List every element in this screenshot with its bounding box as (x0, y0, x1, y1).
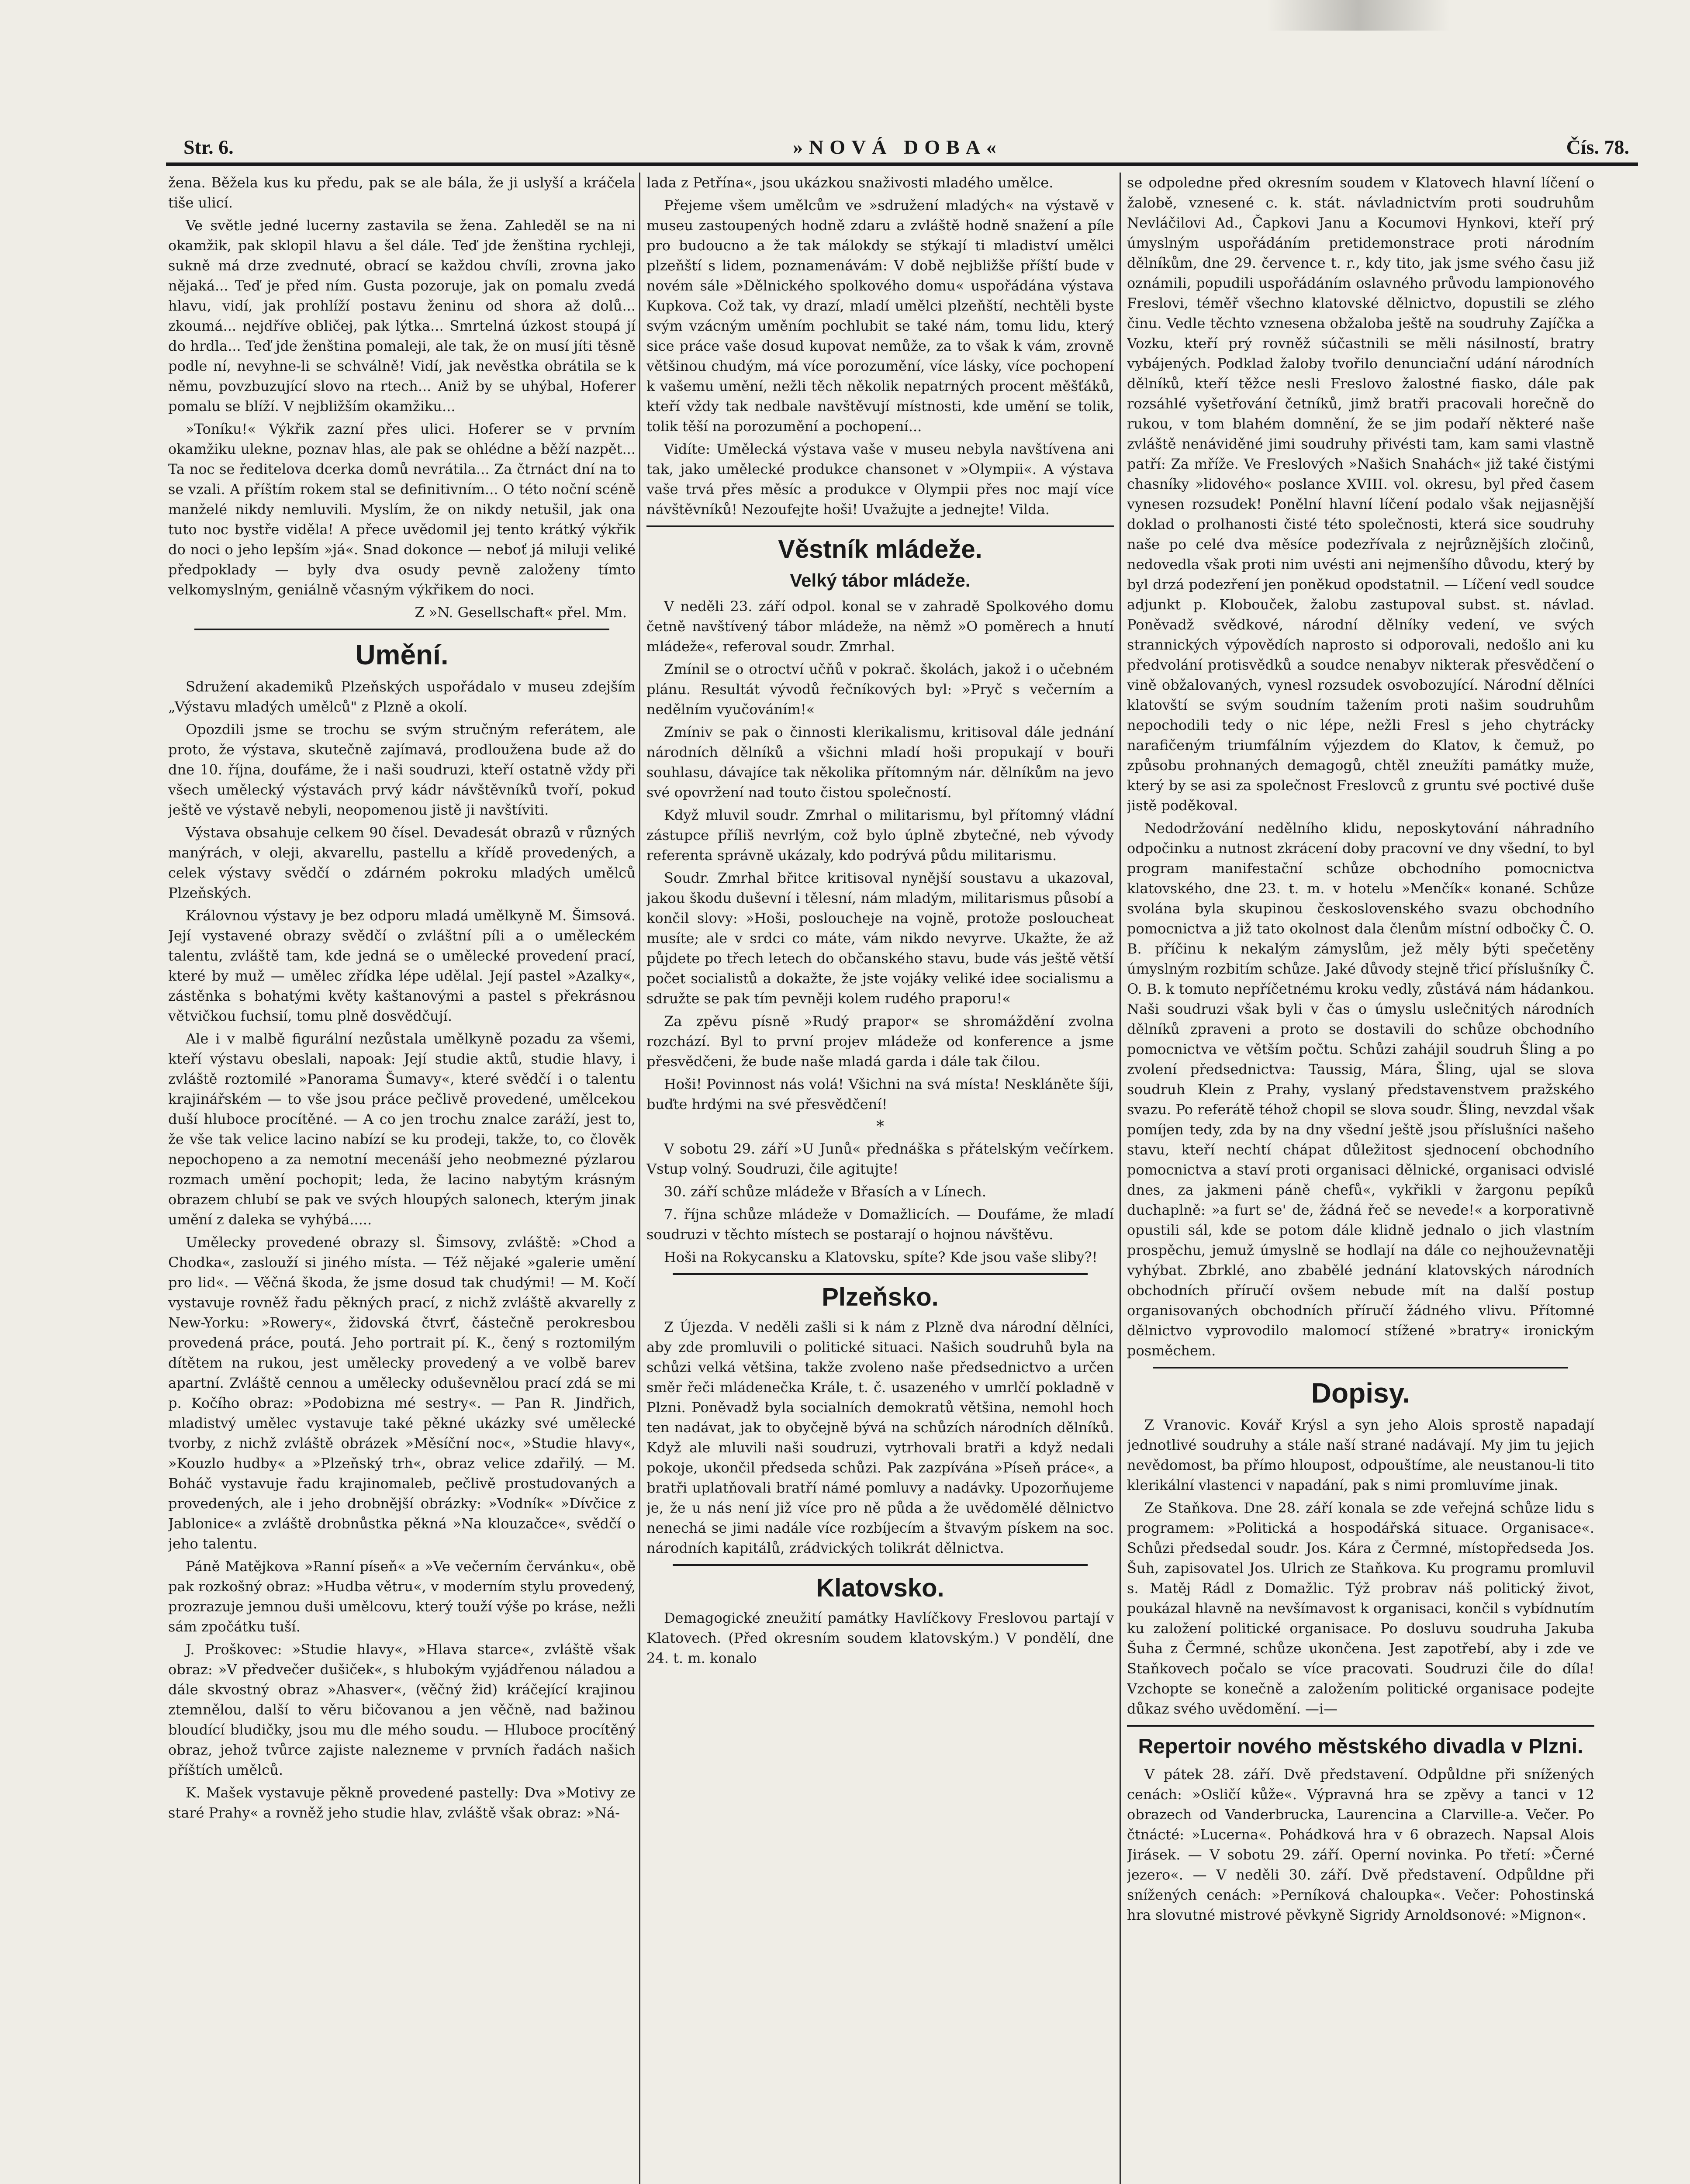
section-rule (673, 1273, 1088, 1275)
newspaper-title: »NOVÁ DOBA« (793, 136, 1002, 158)
youth-notice: 30. září schůze mládeže v Břasích a v Línech. (664, 1183, 987, 1200)
region-paragraph: se odpoledne před okresním soudem v Klatovech hlavní líčení o žalobě, vznesené c. k. stát. návladnictvím proti soudruhům Nevláčilovi Ad., Čapkovi Janu a Kocumovi Hynkovi, kteří prý úmyslným uspořádáním pretidemonstrace proti národním dělníkům, dne 29. července t. r., kdy tito, jak jsme svého času již oznámili, popudili uspořádáním oslavného průvodu lampionového Freslovi, téměř všechno klatovské dělnictvo, dopustili se zlého činu. Vedle těchto vznesena obžaloba ještě na soudruhy Zajíčka a Vozku, kteří prý rovněž súčastnili se měli násilností, bratry vybájených. Podklad žaloby tvořilo denunciační udání národních dělníků, kteří těžce nesli Freslovo žalostné fiasko, dále pak rozsáhlé vyšetřování četníků, jimž bratři pracovali horečně do rukou, v tom blahém domnění, že se jim podaří některé naše zvláště nenáviděné jimi soudruhy přivésti tam, kam sami vlastně patří: Za mříže. Ve Freslových »Našich Snahách« již také čistými chasníky »lidového« poslance XVIII. vol. okresu, byl před časem vynesen rozsudek! Ponělní hlavní líčení podalo však nejjasnější doklad o prolhanosti čisté této společnosti, která sice soudruhy naše po celé dva měsíce podezřívala z nejrůznějších zločinů, nedovedla však proti nim uvésti ani nejmenšího důvodu, který by byl drzá podezření jen poněkud opodstatnil. — Líčení vedl soudce adjunkt p. Klobouček, žalobu zastupoval subst. st. návlad. Poněvadž svědkové, národní dělníky vedení, ve svých strannických výpovědích naprosto si odporovali, nedošlo ani ku předvolání protisvědků a soudce nenabyv nikterak přesvědčení o vině obžalovaných, vynesl rozsudek osvobozující. Národní dělníci klatovští se svým soudním tažením proti našim soudruhům nepochodili tedy o nic lépe, nežli Fresl s jeho chytrácky narafičeným triumfálním výjezdem do Klatov, k čemuž, po způsobu prohnaných demagogů, chtěl zneužíti památky muže, který by se asi za společnost Freslovců z gruntu své poctivé duše jistě poděkoval. (1127, 174, 1594, 814)
header-rule (166, 162, 1638, 166)
region-paragraph: Demagogické zneužití památky Havlíčkovy Freslovou partají v Klatovech. (Před okresním soudem klatovským.) V pondělí, dne 24. t. m. konalo (646, 1610, 1114, 1666)
story-paragraph: »Toníku!« Výkřik zazní přes ulici. Hoferer se v prvním okamžiku ulekne, poznav hlas, ale pak se ohlédne a běží nazpět... Ta noc se ředitelova dcerka domů nevrátila... Za čtrnáct dní na to se vzali. A příštím rokem stal se definitivním... O této noční scéně manželé nikdy nemluvili. Myslím, že on nikdy netušil, jak ona tuto noc bystře viděla! A přece uvědomil jej tento krátký výkřik do noci o jeho lepším »já«. Snad dokonce — neboť já miluji veliké předpoklady — byly dva osudy pevně založeny tímto velkomyslným, geniálně včasným výkřikem do noci. (168, 421, 636, 598)
column-2 (646, 173, 1114, 2184)
column-divider-2 (1120, 173, 1121, 2184)
art-paragraph: Páně Matějkova »Ranní píseň« a »Ve večerním červánku«, obě pak rozkošný obraz: »Hudba větru«, v moderním stylu provedený, prozrazuje jemnou duši umělcovu, který touží výše po kráse, nežli sám zpočátku tuší. (168, 1558, 636, 1635)
column-1 (168, 173, 636, 2184)
separator-star: * (876, 1118, 884, 1136)
page-number: Str. 6. (183, 136, 234, 158)
art-paragraph: Královnou výstavy je bez odporu mladá umělkyně M. Šimsová. Její vystavené obrazy svědčí o zvláštní píli a o uměleckém talentu, zvláště tam, kde jedná se o umělecké provedení prací, které by muž — umělec zřídka lépe udělal. Její pastel »Azalky«, zástěnka s bohatými květy kaštanovými a pastel s překrásnou větvičkou fuchsií, tomu plně dosvědčují. (168, 907, 636, 1024)
section-title-plzensko: Plzeňsko. (822, 1283, 939, 1311)
section-rule (646, 525, 1114, 527)
column-divider-1 (639, 173, 640, 2184)
art-paragraph: Umělecky provedené obrazy sl. Šimsovy, zvláště: »Chod a Chodka«, zaslouží si jiného místa. — Též nějaké »galerie umění pro lid«. — Věčná škoda, že jsme dosud tak chudými! — M. Kočí vystavuje rovněž řadu pěkných prací, z nichž zvláště akvarelly z New-Yorku: »Rowery«, židovská čtvrť, částečně perokresbou provedená práce, poutá. Jeho portrait pí. K., čený s roztomilým dítětem na rukou, jest umělecky provedený a ve volbě barev apartní. Zvláště cennou a umělecky oduševnělou prací zdá se mi p. Kočího obraz: »Podobizna mé sestry«. — Pan R. Jindřich, mladistvý umělec vystavuje také pěkné ukázky své umělecké tvorby, z nichž zvláště obrázek »Měsíční noc«, »Studie hlavy«, »Kouzlo hudby« a »Plzeňský trh«, obraz velice zdařilý. — M. Boháč vystavuje řadu krajinomaleb, pečlivě prostudovaných a provedených, ale i jeho drobnější obrázky: »Vodník« »Dívčice z Jablonice« a zvláště drobnůstka pěkná »Na klouzačce«, svědčí o jeho talentu. (168, 1234, 636, 1552)
column-3 (1127, 173, 1594, 2184)
youth-paragraph: Zmínil se o otroctví učňů v pokrač. školách, jakož i o učebném plánu. Resultát vývodů řečníkových byl: »Pryč s večerním a nedělním vyučováním!« (646, 661, 1114, 718)
art-paragraph: Sdružení akademiků Plzeňských uspořádalo v museu zdejším „Výstavu mladých umělců" z Plzně a okolí. (168, 678, 636, 715)
section-title-vestnik: Věstník mládeže. (778, 535, 982, 563)
youth-paragraph: Zmíniv se pak o činnosti klerikalismu, kritisoval dále jednání národních dělníků a všichni mladí hoši propukají v bouři souhlasu, dávajíce tak několika přítomným nár. dělníkům na jevo své opovržení nad touto čistou společností. (646, 724, 1114, 801)
art-paragraph: Přejeme všem umělcům ve »sdružení mladých« na výstavě v museu zastoupených hodně zdaru a zvláště hodně snažení a píle pro budoucno a že tak málokdy se stýkají ti mladiství umělci plzeňští s lidem, poznamenávám: V době nejbližše příští bude v novém sále »Dělnického spolkového domu« uspořádána výstava Kupkova. Což tak, vy drazí, mladí umělci plzeňští, nechtěli byste svým vzácným uměním pochlubit se také nám, tomu lidu, který sice práce vaše dosud kupovat nemůže, za to však k vám, zrovně většinou chudým, má více porozumění, více lásky, více pochopení k vašemu umění, nežli těch několik nepatrných procent měšťáků, kteří vždy tak nedbale navštěvují místnosti, kde umění se tolik, tolik těší na porozumění a pochopení... (646, 197, 1114, 435)
region-paragraph: Nedodržování nedělního klidu, neposkytování náhradního odpočinku a nutnost zkrácení doby pracovní ve dny všední, to byl program manifestační schůze obchodního pomocnictva klatovského, dne 23. t. m. v hotelu »Menčík« konané. Schůze svolána byla skupinou československého svazu obchodního pomocnictva a již tato okolnost dala členům místní odbočky Č. O. B. příčinu k nekalým zámyslům, jež měly býti spečetěny úmyslným rozbitím schůze. Jaké důvody stejně třicí příslušníky Č. O. B. k tomuto nepříčetnému kroku vedly, zůstává nám hádankou. Naši soudruzi však byli v čas o úmyslu uslečnitých národních dělníků zpraveni a proto se dostavili do schůze obchodního pomocnictva ve větším počtu. Schůzi zahájil soudruh Šling a po zvolení předsednictva: Taussig, Mára, Šling, ujal se slova soudruh Klein z Prahy, vyslaný představenstvem pražského svazu. Po referátě téhož chopil se slova soudr. Šling, nevzdal však pomíjen tedy, zda by na dny všední ještě jsou příslušníci našeho stavu, kteří nechtí chápat důležitost sjednocení obchodního pomocnictva a staví proti organisaci dělnické, organisaci odvislé dnes, za jakmeni páně chefů«, vykřikli v žargonu pepíků duchaplně: »a furt se' de, žádná řeč se nevede!« a korporativně opustili sál, kde se potom dále klidně jednalo o jich vlastním prospěchu, jemuž úmyslně se hodlají na dále co nejhouževnatěji vyhýbat. Zbrklé, ano zbabělé jednání klatovských národních obchodních příručí ovšem nebude mít na další postup organisovaných obchodních příručí žádného vlivu. Přítomné dělnictvo vyprovodilo malomocí stížené »bratry« ironickým posměchem. (1127, 820, 1594, 1359)
youth-notice: 7. října schůze mládeže v Domažlicích. — Doufáme, že mladí soudruzi v těchto místech se postarají o hojnou návštěvu. (646, 1206, 1114, 1243)
section-rule (1127, 1725, 1594, 1727)
section-title-dopisy: Dopisy. (1311, 1377, 1410, 1409)
youth-notice: Hoši na Rokycansku a Klatovsku, spíte? Kde jsou vaše sliby?! (664, 1249, 1098, 1265)
section-rule (194, 629, 609, 630)
subsection-title-tabor: Velký tábor mládeže. (790, 570, 971, 591)
art-paragraph: Ale i v malbě figurální nezůstala umělkyně pozadu za všemi, kteří výstavu obeslali, napoak: Její studie aktů, studie hlavy, i zvláště roztomilé »Panorama Šumavy«, které svědčí i o talentu krajinářském — to vše jsou práce pečlivě provedené, umělcekou duší hluboce procítěné. — A co jen trochu znalce zaráží, jest to, že vše tak velice lacino nabízí se ku prodeji, takže, to, co člověk nepochopeno a za nemotní mecenáší jeho neobmezné pýzlarou rozmach umění pochopit; leda, že lacino nabytým krásným obrazem chlubí se pak ve svých hloupých salonech, kterým jinak umění z daleka se vyhýbá..... (168, 1030, 636, 1228)
youth-paragraph: Soudr. Zmrhal břitce kritisoval nynější soustavu a ukazoval, jakou škodu duševní i tělesní, nám mladým, militarismus působí a končil slovy: »Hoši, posloucheje na vojně, protože posloucheat musíte; ale v srdci co máte, vám nikdo nevyrve. Ukažte, že až půjdete po třech letech do občanského stavu, bude vás ještě větší počet socialistů a dokažte, že jste vojáky veliké idee socialismu a sdružte se pak tím pevněji kolem rudého praporu!« (646, 870, 1114, 1007)
section-title-repertoir: Repertoir nového městského divadla v Plzni. (1138, 1735, 1583, 1758)
page-header (166, 131, 1629, 166)
section-rule (1153, 1367, 1568, 1368)
story-signature: Z »N. Gesellschaft« přel. Mm. (415, 604, 627, 621)
issue-number: Čís. 78. (1566, 136, 1629, 158)
story-paragraph: žena. Běžela kus ku předu, pak se ale bála, že ji uslyší a kráčela tiše ulicí. (168, 174, 636, 211)
ink-smudge (1267, 0, 1450, 31)
art-paragraph: J. Proškovec: »Studie hlavy«, »Hlava starce«, zvláště však obraz: »V předvečer dušiček«, s hlubokým vyjádřenou náladou a dále skvostný obraz »Ahasver«, (věčný žid) kráčející krajinou ztemnělou, další to věru bičovanou a jen věčně, nad bažinou bloudící bludičky, jsou mu dle mého soudu. — Hluboce procítěný obraz, jehož tvůrce zajiste nalezneme v prvních řadách našich příštích umělců. (168, 1641, 636, 1778)
region-paragraph: Z Újezda. V neděli zašli si k nám z Plzně dva národní dělníci, aby zde promluvili o politické situaci. Našich soudruhů byla na schůzi velká většina, takže zvoleno naše předsednictvo a určen směr řeči mládenečka Krále, t. č. usazeného v umrlčí pokladně v Plzni. Poněvadž byla socialních demokratů většina, nemohl hoch ten nadávat, jak to obyčejně bývá na schůzích národních dělníků. Když ale mluvili naši soudruzi, vytrhovali bratři a když nedali pokoje, ukončil předseda schůzi. Pak zazpívána »Píseň práce«, a bratři uplatňovali bratří námé pomluvy a nadávky. Upozorňujeme je, že u nás není již více pro ně půda a že uvědomělé dělnictvo nenechá se jimi nadále více rozbíjecím a štvavým pískem na soc. národních kapitálů, zrádvických tolikrát dělnictva. (646, 1319, 1114, 1556)
letter-paragraph: Ze Staňkova. Dne 28. září konala se zde veřejná schůze lidu s programem: »Politická a hospodářská situace. Organisace«. Schůzi předsedal soudr. Jos. Kára z Čermné, místopředseda Jos. Šuh, zapisovatel Jos. Ulrich ze Staňkova. Ku programu promluvil s. Matěj Rádl z Domažlic. Týž probrav náš politický život, poukázal hlavně na nevšímavost k organisaci, končil s vybídnutím ku založení politické organisace. Po dosluvu soudruha Jakuba Šuha z Čermné, schůze ukončena. Jest zapotřebí, aby i zde ve Staňkovech počalo se více pracovati. Soudruzi čile do díla! Vzchopte se konečně a založením politické organisace podejte důkaz svého uvědomění. —i— (1127, 1500, 1594, 1717)
youth-paragraph: V neděli 23. září odpol. konal se v zahradě Spolkového domu četně navštívený tábor mládeže, na němž »O poměrech a hnutí mládeže«, referoval soudr. Zmrhal. (646, 598, 1114, 655)
youth-paragraph: Za zpěvu písně »Rudý prapor« se shromáždění zvolna rozchází. Byl to první projev mládeže od konference a jsme přesvědčeni, že bude naše mladá garda i dále tak čilou. (646, 1013, 1114, 1070)
youth-paragraph: Když mluvil soudr. Zmrhal o militarismu, byl přítomný vládní zástupce příliš nevrlým, což bylo úplně zbytečné, neb vývody referenta správně ukázaly, kdo podrývá půdu militarismu. (646, 807, 1114, 864)
theatre-paragraph: V pátek 28. září. Dvě představení. Odpůldne při snížených cenách: »Osličí kůže«. Výpravná hra se zpěvy a tanci v 12 obrazech od Vanderbrucka, Laurencina a Clarville-a. Večer. Po čtnácté: »Lucerna«. Pohádková hra v 6 obrazech. Napsal Alois Jirásek. — V sobotu 29. září. Operní novinka. Po třetí: »Černé jezero«. — V neděli 30. září. Dvě představení. Odpůldne při snížených cenách: »Perníková chaloupka«. Večer: Pohostinská hra slovutné mistrové pěvkyně Sigridy Arnoldsonové: »Mignon«. (1127, 1766, 1594, 1923)
section-title-klatovsko: Klatovsko. (816, 1574, 944, 1602)
art-paragraph: Výstava obsahuje celkem 90 čísel. Devadesát obrazů v různých manýrách, v oleji, akvarellu, pastellu a křídě provedených, a celek výstavy svědčí o zdárném pokroku mladých umělců Plzeňských. (168, 824, 636, 901)
letter-paragraph: Z Vranovic. Kovář Krýsl a syn jeho Alois sprostě napadají jednotlivé soudruhy a stále naší strané nadávají. My jim tu jejich nevědomost, ba přímo hloupost, odpouštíme, ale neustanou-li tito klerikální vlastenci v napadání, pak s nimi promluvíme jinak. (1127, 1417, 1594, 1493)
art-paragraph: lada z Petřína«, jsou ukázkou snaživosti mladého umělce. (646, 174, 1054, 191)
story-paragraph: Ve světle jedné lucerny zastavila se žena. Zahleděl se na ni okamžik, pak sklopil hlavu a šel dále. Teď jde ženština rychleji, sukně má drze zvednuté, obrací se každou chvíli, zrovna jako nějaká... Teď je před ním. Gusta pozoruje, jak on pomalu zvedá hlavu, vidí, jak prohlíží postavu ženinu od shora až dolů... zkoumá... nejdříve obličej, pak lýtka... Smrtelná úzkost stoupá jí do hrdla... Teď jde ženština pomaleji, ale tak, že on musí jíti těsně podle ní, nevyhne-li se schválně! Vidí, jak nevěstka obrátila se k němu, povzbuzující slovo na rtech... Aniž by se uhýbal, Hoferer pomalu se blíží. V nejbližším okamžiku... (168, 217, 636, 415)
art-paragraph: Opozdili jsme se trochu se svým stručným referátem, ale proto, že výstava, skutečně zajímavá, prodloužena bude až do dne 10. října, doufáme, že i naši soudruzi, kteří ostatně vždy při všech umělecký výstavách prvý kádr návštěvníků tvoří, pokud ještě ve výstavě nebyli, neopomenou jistě ji navštíviti. (168, 721, 636, 818)
art-paragraph: Vidíte: Umělecká výstava vaše v museu nebyla navštívena ani tak, jako umělecké produkce chansonet v »Olympii«. A výstava vaše trvá přes měsíc a produkce v Olympii přes noc mají více návštěvníků! Nezoufejte hoši! Uvažujte a jednejte! Vilda. (646, 441, 1114, 518)
youth-notice: V sobotu 29. září »U Junů« přednáška s přátelským večírkem. Vstup volný. Soudruzi, čile agitujte! (646, 1140, 1114, 1177)
art-paragraph: K. Mašek vystavuje pěkně provedené pastelly: Dva »Motivy ze staré Prahy« a rovněž jeho studie hlav, zvláště však obraz: »Ná- (168, 1784, 636, 1821)
section-rule (673, 1564, 1088, 1566)
youth-paragraph: Hoši! Povinnost nás volá! Všichni na svá místa! Neskláněte šíji, buďte hrdými na své přesvědčení! (646, 1076, 1114, 1113)
section-title-umeni: Umění. (355, 639, 449, 670)
